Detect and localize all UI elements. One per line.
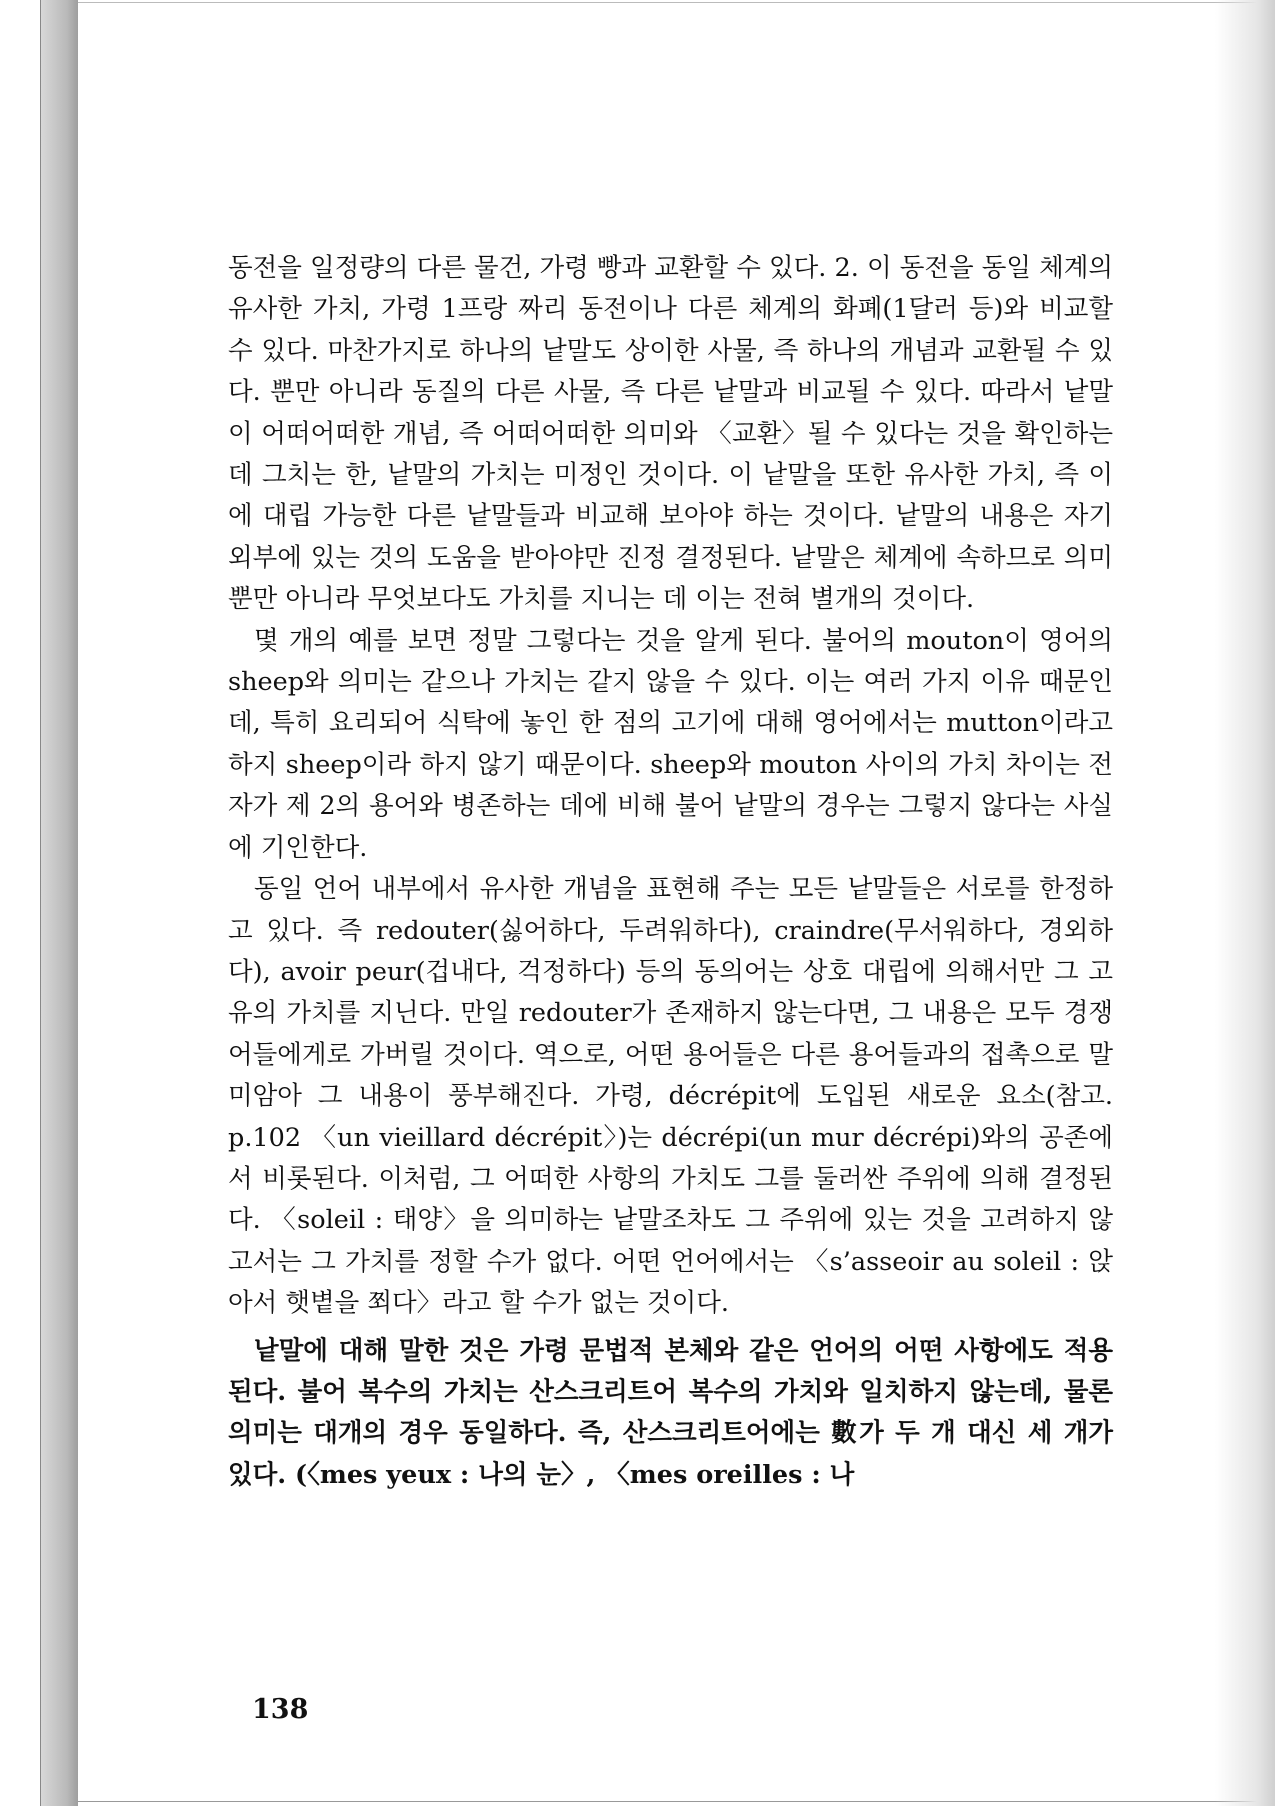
- page-edge-shadow: [1215, 0, 1275, 1806]
- book-spine: [40, 0, 78, 1806]
- page-body: [228, 248, 1113, 1496]
- paragraph-1: 동전을 일정량의 다른 물건, 가령 빵과 교환할 수 있다. 2. 이 동전을 동일 체계의 유사한 가치, 가령 1프랑 짜리 동전이나 다른 체계의 화폐(1달러 등)와 비교할 수 있다. 마찬가지로 하나의 낱말도 상이한 사물, 즉 하나의 개념과 교환될 수 있다. 뿐만 아니라 동질의 다른 사물, 즉 다른 낱말과 비교될 수 있다. 따라서 낱말이 어떠어떠한 개념, 즉 어떠어떠한 의미와 〈교환〉될 수 있다는 것을 확인하는 데 그치는 한, 낱말의 가치는 미정인 것이다. 이 낱말을 또한 유사한 가치, 즉 이에 대립 가능한 다른 낱말들과 비교해 보아야 하는 것이다. 낱말의 내용은 자기 외부에 있는 것의 도움을 받아야만 진정 결정된다. 낱말은 체계에 속하므로 의미뿐만 아니라 무엇보다도 가치를 지니는 데 이는 전혀 별개의 것이다.: [228, 253, 1113, 615]
- page-number: 138: [252, 1694, 309, 1725]
- paragraph-2: 몇 개의 예를 보면 정말 그렇다는 것을 알게 된다. 불어의 mouton이 영어의 sheep와 의미는 같으나 가치는 같지 않을 수 있다. 이는 여러 가지 이유 때문인데, 특히 요리되어 식탁에 놓인 한 점의 고기에 대해 영어에서는 mutton이라고 하지 sheep이라 하지 않기 때문이다. sheep와 mouton 사이의 가치 차이는 전자가 제 2의 용어와 병존하는 데에 비해 불어 낱말의 경우는 그렇지 않다는 사실에 기인한다.: [228, 625, 1113, 863]
- paragraph-3: 동일 언어 내부에서 유사한 개념을 표현해 주는 모든 낱말들은 서로를 한정하고 있다. 즉 redouter(싫어하다, 두려워하다), craindre(무서워하다, 경외하다), avoir peur(겁내다, 걱정하다) 등의 동의어는 상호 대립에 의해서만 그 고유의 가치를 지닌다. 만일 redouter가 존재하지 않는다면, 그 내용은 모두 경쟁어들에게로 가버릴 것이다. 역으로, 어떤 용어들은 다른 용어들과의 접촉으로 말미암아 그 내용이 풍부해진다. 가령, décrépit에 도입된 새로운 요소(참고. p.102 〈un vieillard décrépit〉)는 décrépi(un mur décrépi)와의 공존에서 비롯된다. 이처럼, 그 어떠한 사항의 가치도 그를 둘러싼 주위에 의해 결정된다. 〈soleil : 태양〉을 의미하는 낱말조차도 그 주위에 있는 것을 고려하지 않고서는 그 가치를 정할 수가 없다. 어떤 언어에서는 〈s’asseoir au soleil : 앉아서 햇볕을 쬐다〉라고 할 수가 없는 것이다.: [228, 874, 1113, 1319]
- paragraph-4: 낱말에 대해 말한 것은 가령 문법적 본체와 같은 언어의 어떤 사항에도 적용된다. 불어 복수의 가치는 산스크리트어 복수의 가치와 일치하지 않는데, 물론 의미는 대개의 경우 동일하다. 즉, 산스크리트어에는 數가 두 개 대신 세 개가 있다. (〈mes yeux : 나의 눈〉, 〈mes oreilles : 나: [228, 1335, 1113, 1490]
